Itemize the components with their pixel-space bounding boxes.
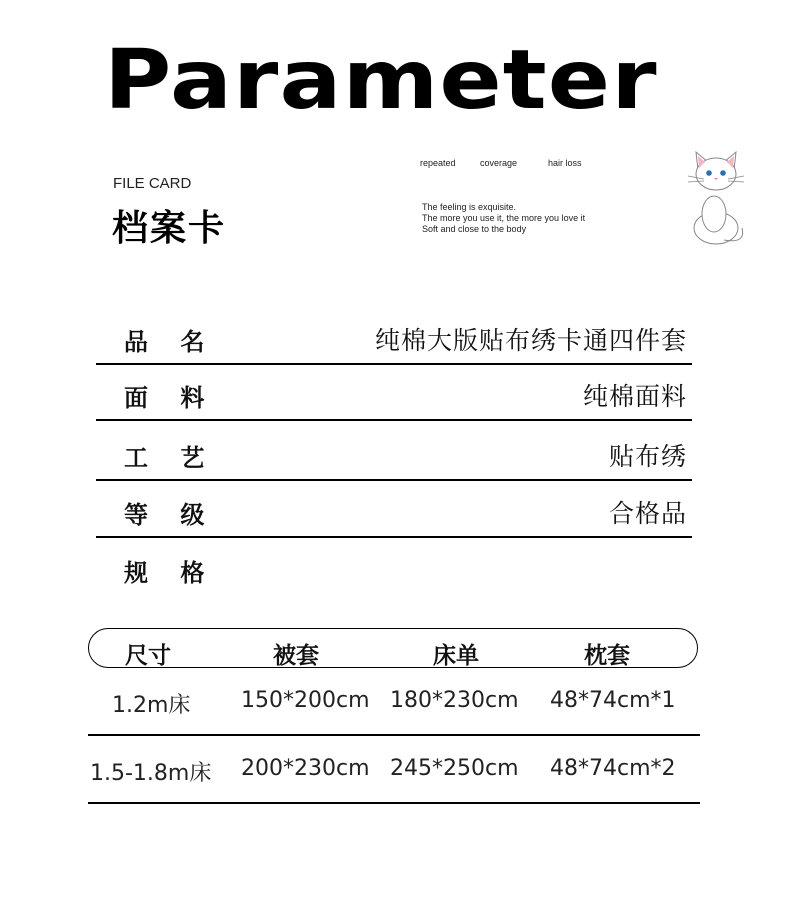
file-card-label: FILE CARD [113,175,192,192]
param-row-name [96,325,692,365]
param-value: 合格品 [608,499,687,528]
divider [96,363,692,365]
cell-pillowcase: 48*74cm*2 [550,756,676,781]
param-label: 规 格 [124,559,217,587]
param-label: 面 料 [124,384,217,412]
header-duvet: 被套 [273,643,319,669]
divider [88,802,700,804]
param-value: 纯棉大版贴布绣卡通四件套 [374,326,687,355]
tag-hair-loss: hair loss [548,158,582,168]
param-label: 工 艺 [124,444,217,472]
param-value: 贴布绣 [608,442,687,471]
divider [96,536,692,538]
cell-sheet: 180*230cm [390,688,519,713]
blurb-line: The feeling is exquisite. [422,202,517,212]
param-value: 纯棉面料 [582,382,687,411]
param-row-craft [96,441,692,481]
cell-duvet: 200*230cm [241,756,370,781]
page-title: Parameter [104,33,658,128]
cell-size: 1.2m床 [112,693,191,718]
blurb-text [422,202,585,235]
cell-sheet: 245*250cm [390,756,519,781]
param-row-fabric [96,381,692,421]
blurb-line: Soft and close to the body [422,224,527,234]
param-row-spec [96,556,692,596]
file-card-title: 档案卡 [112,208,227,249]
cell-duvet: 150*200cm [241,688,370,713]
divider [96,479,692,481]
blurb-line: The more you use it, the more you love it [422,213,586,223]
header-pillowcase: 枕套 [584,643,630,669]
param-label: 等 级 [124,501,217,529]
tag-coverage: coverage [480,158,518,168]
size-table-header [88,628,698,668]
header-size: 尺寸 [125,643,171,669]
divider [96,419,692,421]
cat-icon [684,148,748,248]
table-row [88,736,700,804]
tag-repeated: repeated [420,158,456,168]
table-row [88,668,700,736]
param-label: 品 名 [124,328,217,356]
param-row-grade [96,498,692,538]
cell-pillowcase: 48*74cm*1 [550,688,676,713]
header-sheet: 床单 [433,643,479,669]
cell-size: 1.5-1.8m床 [90,761,212,786]
